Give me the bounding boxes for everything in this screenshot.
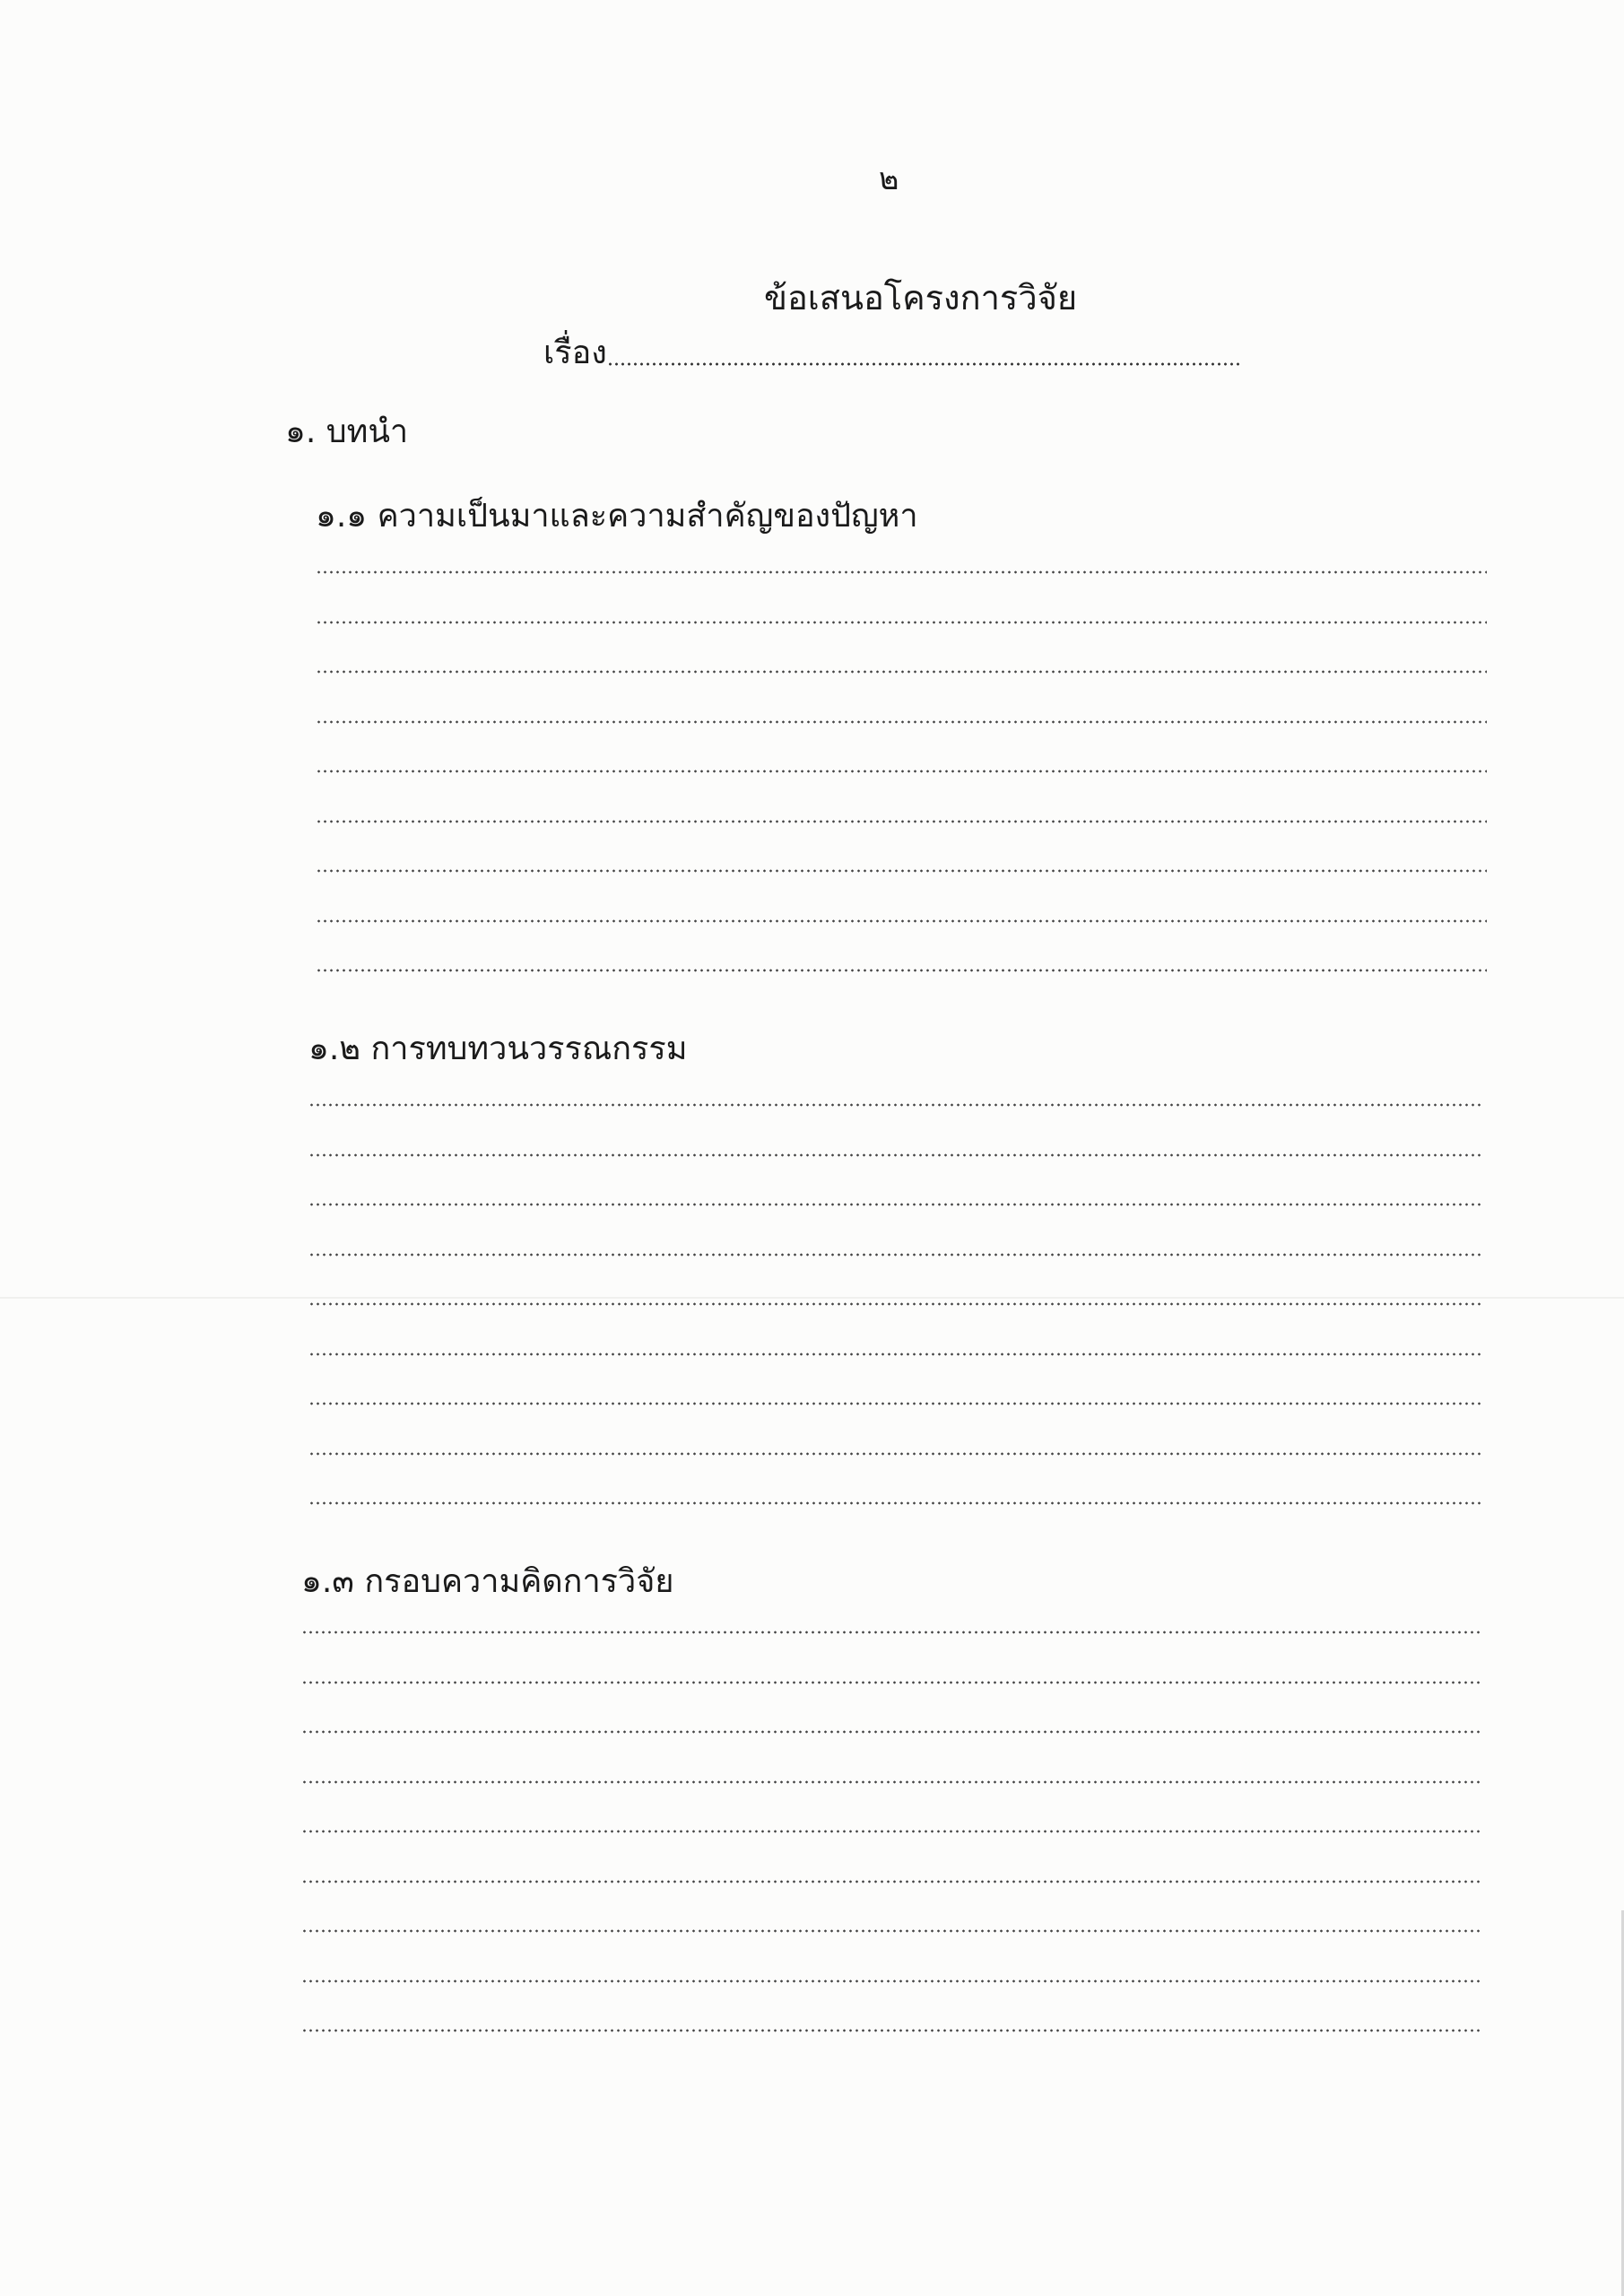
fill-line[interactable]: [316, 670, 1487, 674]
fill-line[interactable]: [316, 570, 1487, 574]
fill-line[interactable]: [301, 1681, 1480, 1684]
fill-line[interactable]: [308, 1352, 1483, 1356]
subsection-heading-conceptual-framework: ๑.๓ กรอบความคิดการวิจัย: [301, 1563, 674, 1600]
fill-line[interactable]: [316, 770, 1487, 773]
fill-line[interactable]: [301, 1929, 1480, 1933]
fill-line[interactable]: [316, 969, 1487, 972]
subject-label: เรื่อง: [543, 335, 607, 371]
fill-line[interactable]: [301, 1730, 1480, 1734]
fill-line[interactable]: [308, 1153, 1483, 1157]
document-title: ข้อเสนอโครงการวิจัย: [764, 278, 1078, 317]
fill-line[interactable]: [301, 1880, 1480, 1883]
scan-fold-line: [0, 1297, 1624, 1299]
fill-line[interactable]: [301, 1830, 1480, 1833]
fill-line[interactable]: [316, 720, 1487, 724]
fill-line[interactable]: [316, 869, 1487, 873]
subsection-heading-literature-review: ๑.๒ การทบทวนวรรณกรรม: [308, 1031, 688, 1067]
fill-line[interactable]: [301, 1780, 1480, 1784]
fill-line[interactable]: [301, 2029, 1480, 2032]
fill-line[interactable]: [308, 1402, 1483, 1405]
fill-line[interactable]: [316, 621, 1487, 624]
fill-line[interactable]: [316, 820, 1487, 823]
fill-line[interactable]: [308, 1501, 1483, 1505]
subsection-heading-background: ๑.๑ ความเป็นมาและความสำคัญของปัญหา: [316, 498, 918, 535]
fill-line[interactable]: [308, 1253, 1483, 1257]
fill-line[interactable]: [308, 1203, 1483, 1206]
fill-line[interactable]: [308, 1302, 1483, 1306]
subject-fill-line[interactable]: [607, 362, 1243, 366]
fill-line[interactable]: [301, 1979, 1480, 1983]
subject-field[interactable]: [543, 330, 1243, 375]
fill-line[interactable]: [301, 1631, 1480, 1634]
page-number: ๒: [879, 161, 899, 197]
section-heading-introduction: ๑. บทนำ: [285, 413, 409, 450]
fill-line[interactable]: [308, 1103, 1483, 1107]
fill-line[interactable]: [316, 919, 1487, 923]
fill-line[interactable]: [308, 1452, 1483, 1456]
